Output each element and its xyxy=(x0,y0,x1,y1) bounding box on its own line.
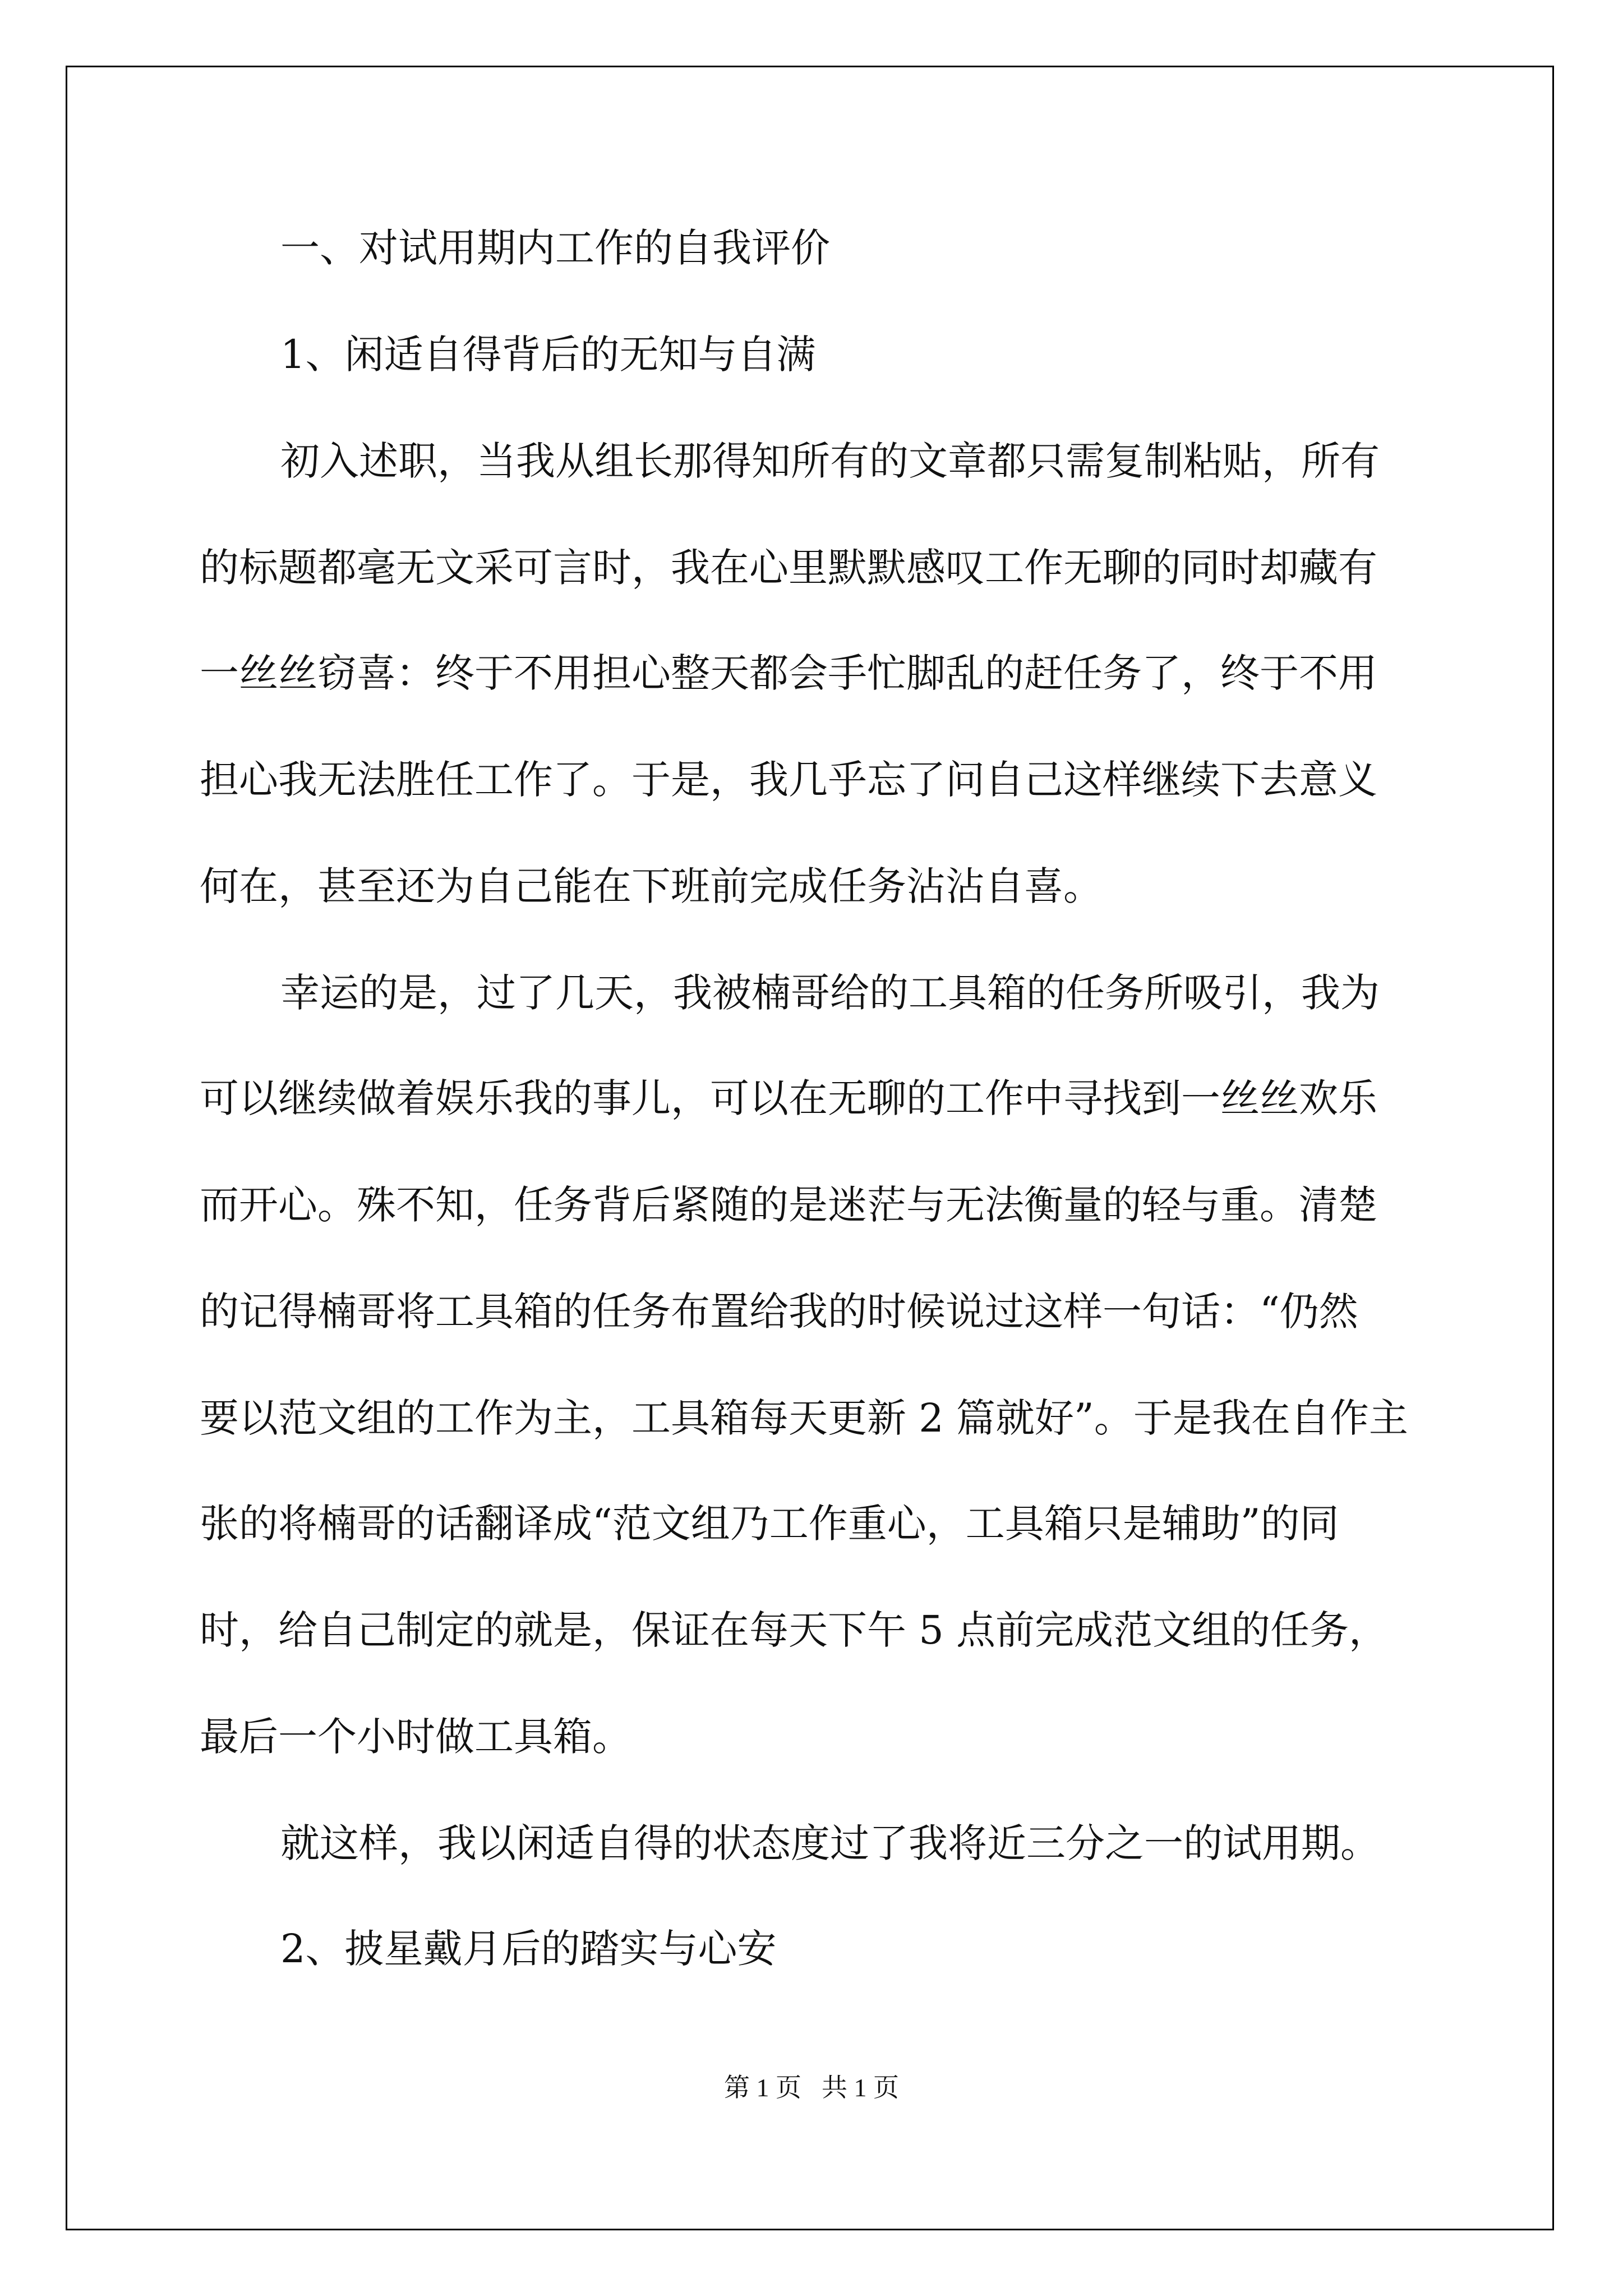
paragraph-2-line: 时，给自己制定的就是，保证在每天下午 5 点前完成范文组的任务， xyxy=(200,1607,1389,1653)
section-heading: 一、对试用期内工作的自我评价 xyxy=(280,225,830,271)
paragraph-1-line: 初入述职，当我从组长那得知所有的文章都只需复制粘贴，所有 xyxy=(280,438,1380,484)
paragraph-1-line: 的标题都毫无文采可言时，我在心里默默感叹工作无聊的同时却藏有 xyxy=(200,545,1377,591)
page-number: 第 1 页 xyxy=(724,2073,801,2102)
paragraph-3: 就这样，我以闲适自得的状态度过了我将近三分之一的试用期。 xyxy=(280,1820,1380,1866)
paragraph-1-line: 担心我无法胜任工作了。于是，我几乎忘了问自己这样继续下去意义 xyxy=(200,757,1377,803)
page-border xyxy=(66,66,1554,2230)
paragraph-1-line: 何在，甚至还为自己能在下班前完成任务沾沾自喜。 xyxy=(200,863,1103,909)
paragraph-2-line: 最后一个小时做工具箱。 xyxy=(200,1714,631,1760)
paragraph-2-line: 的记得楠哥将工具箱的任务布置给我的时候说过这样一句话：“仍然 xyxy=(200,1289,1358,1335)
paragraph-2-line: 可以继续做着娱乐我的事儿，可以在无聊的工作中寻找到一丝丝欢乐 xyxy=(200,1075,1377,1121)
page-total: 共 1 页 xyxy=(822,2073,899,2102)
subsection-heading-1: 1、闲适自得背后的无知与自满 xyxy=(280,332,816,378)
paragraph-2-line: 而开心。殊不知，任务背后紧随的是迷茫与无法衡量的轻与重。清楚 xyxy=(200,1182,1377,1228)
paragraph-2-line: 要以范文组的工作为主，工具箱每天更新 2 篇就好”。于是我在自作主 xyxy=(200,1395,1408,1441)
paragraph-1-line: 一丝丝窃喜：终于不用担心整天都会手忙脚乱的赶任务了，终于不用 xyxy=(200,650,1377,696)
paragraph-2-line: 幸运的是，过了几天，我被楠哥给的工具箱的任务所吸引，我为 xyxy=(280,970,1380,1016)
page-footer xyxy=(0,2071,1623,2105)
paragraph-2-line: 张的将楠哥的话翻译成“范文组乃工作重心，工具箱只是辅助”的同 xyxy=(200,1501,1339,1547)
subsection-heading-2: 2、披星戴月后的踏实与心安 xyxy=(280,1926,777,1972)
